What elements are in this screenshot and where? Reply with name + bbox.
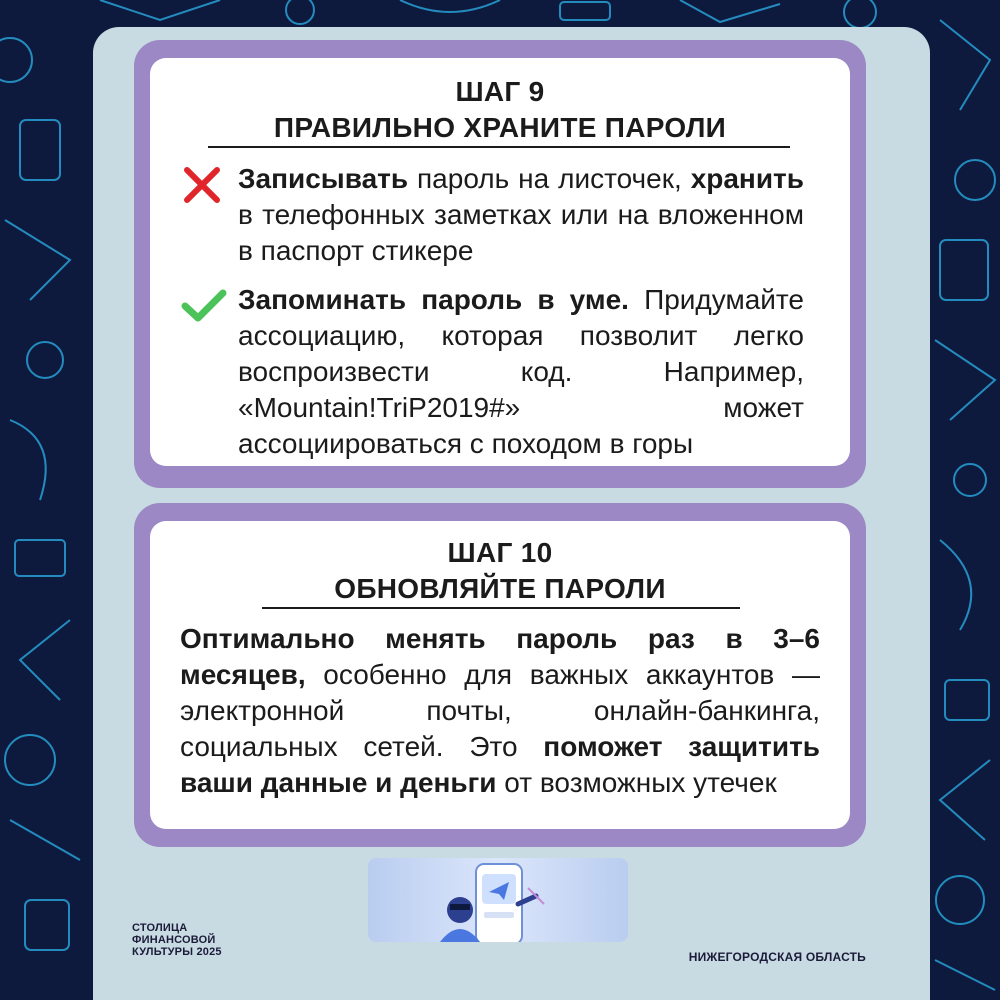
footer-logo-line: ФИНАНСОВОЙ [132,934,216,946]
step9-card [150,58,850,466]
cross-icon [180,165,224,205]
step9-title: ПРАВИЛЬНО ХРАНИТЕ ПАРОЛИ [273,112,727,143]
footer-logo-text [132,922,222,958]
footer-region: НИЖЕГОРОДСКАЯ ОБЛАСТЬ [688,950,866,964]
step10-title-underline [262,607,740,609]
check-icon [180,288,228,324]
step9-bad-text: Записывать пароль на листочек, хранить в телефонных заметках или на вложенном в паспорт стикере [238,163,804,266]
footer-logo-line: КУЛЬТУРЫ 2025 [132,946,222,958]
step10-card [150,521,850,829]
step9-number: ШАГ 9 [455,76,545,107]
step9-good-text: Запоминать пароль в уме. Придумайте ассоциацию, которая позволит легко воспроизвести код. Например, «Mountain!TriP2019#» может ассоциироваться с походом в горы [238,284,804,459]
step10-title: ОБНОВЛЯЙТЕ ПАРОЛИ [334,573,666,604]
step10-number: ШАГ 10 [447,537,553,568]
hacker-phone-illustration [368,858,628,942]
hacker-phone-icon [368,858,628,942]
footer-logo-line: СТОЛИЦА [132,922,188,934]
step9-title-underline [208,146,790,148]
step10-text: Оптимально менять пароль раз в 3–6 месяцев, особенно для важных аккаунтов — электронной почты, онлайн-банкинга, социальных сетей. Это поможет защитить ваши данные и деньги от возможных утечек [180,623,820,798]
